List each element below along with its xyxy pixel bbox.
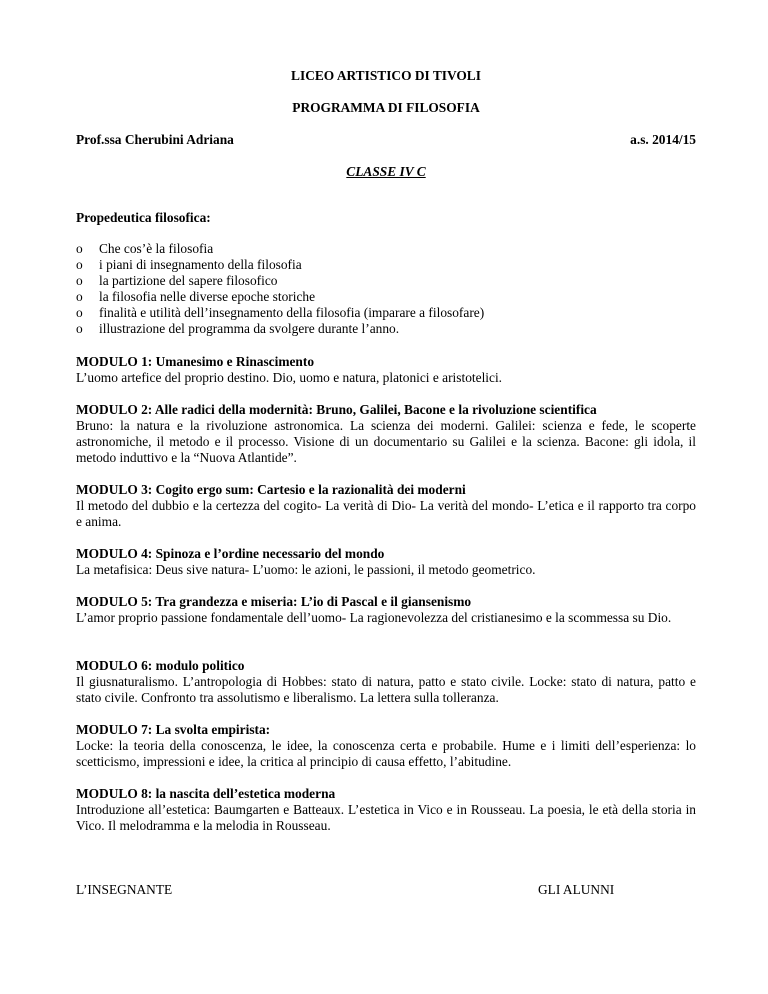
bullet-marker: o [76, 321, 83, 336]
school-name: LICEO ARTISTICO DI TIVOLI [291, 68, 481, 83]
module-body: L’amor proprio passione fondamentale dell’uomo- La ragionevolezza del cristianesimo e la scommessa su Dio. [76, 610, 672, 625]
class-title: CLASSE IV C [346, 164, 426, 179]
teacher-signature-label: L’INSEGNANTE [76, 882, 173, 897]
bullet-marker: o [76, 305, 83, 320]
intro-list [76, 241, 696, 337]
document-page [76, 0, 696, 994]
list-item [76, 241, 696, 257]
school-year: a.s. 2014/15 [630, 132, 696, 147]
module-8 [76, 786, 696, 834]
list-item-text: la filosofia nelle diverse epoche storiche [99, 289, 316, 304]
list-item-text: la partizione del sapere filosofico [99, 273, 278, 288]
module-body: La metafisica: Deus sive natura- L’uomo: le azioni, le passioni, il metodo geometrico. [76, 562, 536, 577]
module-title: MODULO 4: Spinoza e l’ordine necessario del mondo [76, 546, 385, 561]
list-item-text: illustrazione del programma da svolgere durante l’anno. [99, 321, 400, 336]
module-title: MODULO 7: La svolta empirista: [76, 722, 271, 737]
module-body: Introduzione all’estetica: Baumgarten e Batteaux. L’estetica in Vico e in Rousseau. La poesia, le età della storia in Vico. Il melodramma e la melodia in Rousseau. [76, 802, 696, 833]
module-body: Bruno: la natura e la rivoluzione astronomica. La scienza dei moderni. Galilei: scienza e fede, le scoperte astronomiche, il metodo e il processo. Visione di un documentario su Galilei e la scienza. Bacone: gli idola, il metodo induttivo e la “Nuova Atlantide”. [76, 418, 696, 465]
list-item [76, 273, 696, 289]
module-title: MODULO 6: modulo politico [76, 658, 245, 673]
list-item-text: Che cos’è la filosofia [99, 241, 214, 256]
list-item [76, 257, 696, 273]
bullet-marker: o [76, 241, 83, 256]
module-4 [76, 546, 696, 578]
list-item [76, 289, 696, 305]
module-3 [76, 482, 696, 530]
teacher-name: Prof.ssa Cherubini Adriana [76, 132, 234, 147]
bullet-marker: o [76, 257, 83, 272]
bullet-marker: o [76, 289, 83, 304]
module-title: MODULO 5: Tra grandezza e miseria: L’io di Pascal e il giansenismo [76, 594, 472, 609]
module-body: Il giusnaturalismo. L’antropologia di Hobbes: stato di natura, patto e stato civile. Locke: stato di natura, patto e stato civile. Confronto tra assolutismo e liberalismo. La lettera sulla tolleranza. [76, 674, 696, 705]
module-title: MODULO 8: la nascita dell’estetica moderna [76, 786, 336, 801]
list-item-text: i piani di insegnamento della filosofia [99, 257, 302, 272]
module-2 [76, 402, 696, 466]
module-5 [76, 594, 696, 626]
program-title: PROGRAMMA DI FILOSOFIA [292, 100, 480, 115]
module-title: MODULO 3: Cogito ergo sum: Cartesio e la razionalità dei moderni [76, 482, 466, 497]
module-title: MODULO 1: Umanesimo e Rinascimento [76, 354, 315, 369]
list-item [76, 321, 696, 337]
module-title: MODULO 2: Alle radici della modernità: Bruno, Galilei, Bacone e la rivoluzione scientifica [76, 402, 597, 417]
students-signature-label: GLI ALUNNI [538, 882, 615, 897]
module-body: Locke: la teoria della conoscenza, le idee, la conoscenza certa e probabile. Hume e i limiti dell’esperienza: lo scetticismo, impressioni e idee, la critica al principio di causa effetto, l’abitudine. [76, 738, 696, 769]
module-body: Il metodo del dubbio e la certezza del cogito- La verità di Dio- La verità del mondo- L’etica e il rapporto tra corpo e anima. [76, 498, 696, 529]
list-item [76, 305, 696, 321]
bullet-marker: o [76, 273, 83, 288]
module-1 [76, 354, 696, 386]
module-6 [76, 658, 696, 706]
intro-heading: Propedeutica filosofica: [76, 210, 211, 225]
module-body: L’uomo artefice del proprio destino. Dio, uomo e natura, platonici e aristotelici. [76, 370, 503, 385]
list-item-text: finalità e utilità dell’insegnamento della filosofia (imparare a filosofare) [99, 305, 485, 320]
module-7 [76, 722, 696, 770]
